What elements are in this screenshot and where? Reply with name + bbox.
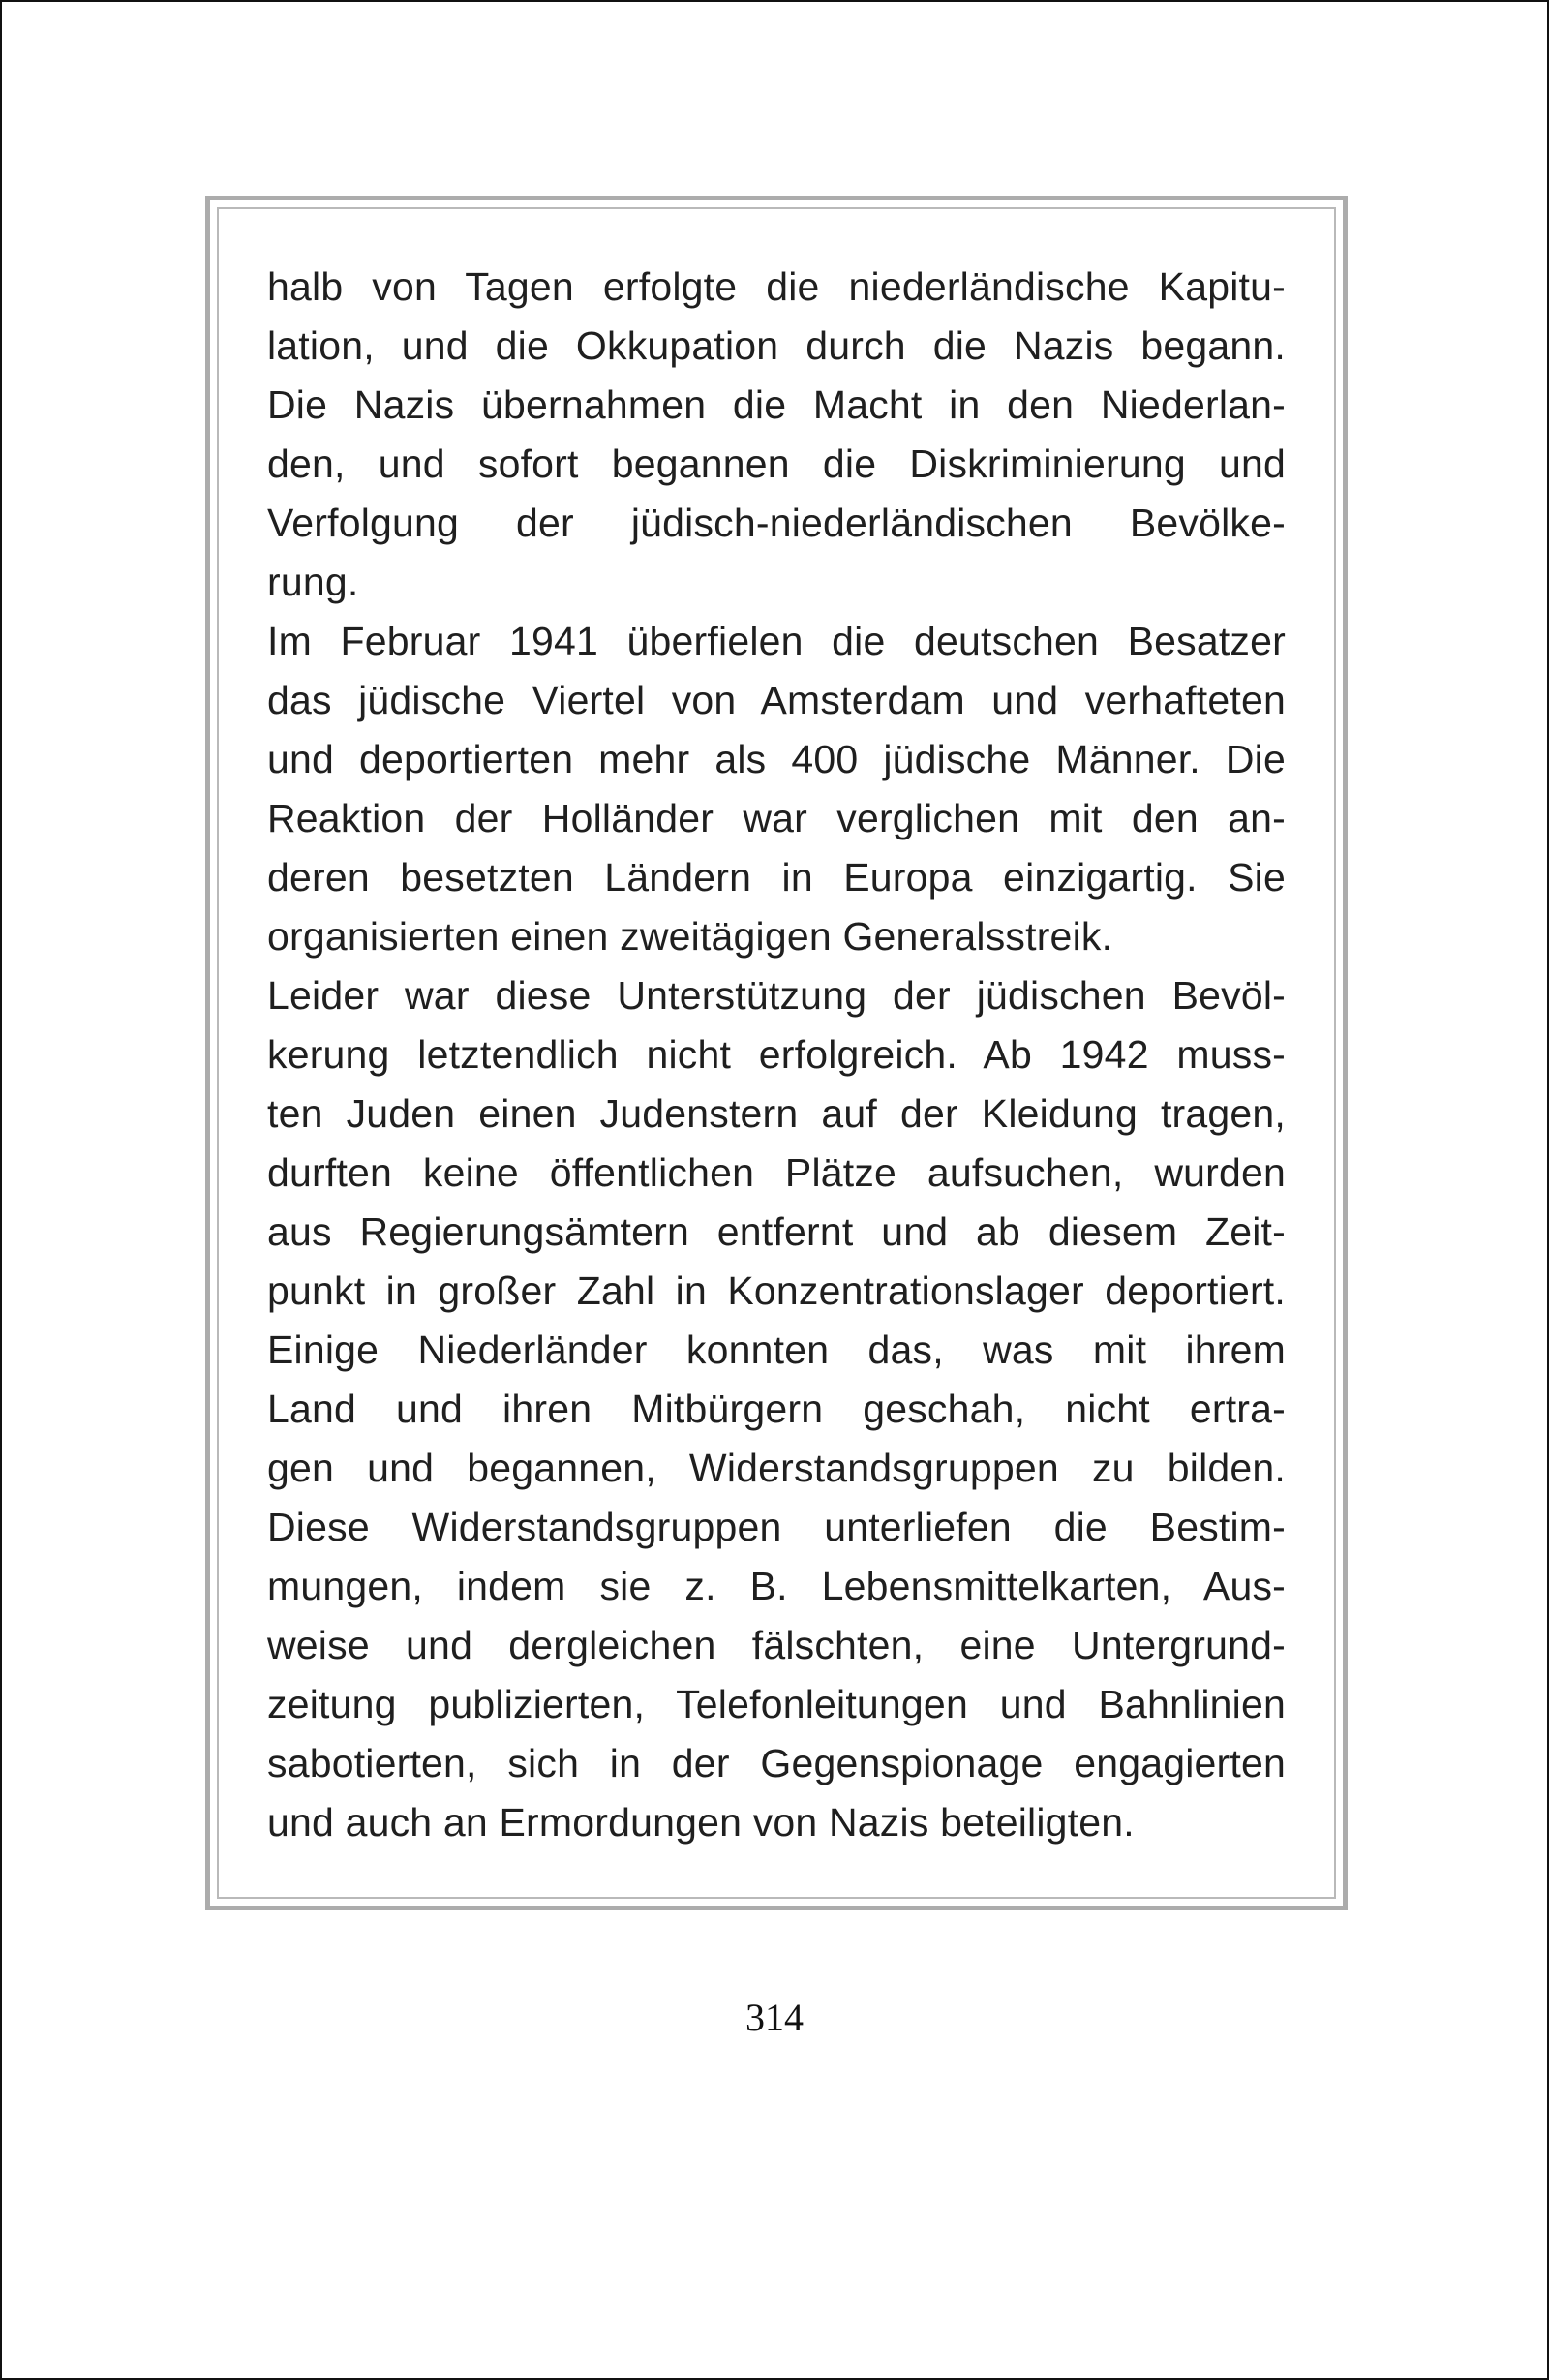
text-line: Die Nazis übernahmen die Macht in den Niederlan- (267, 382, 1286, 427)
page-frame-inner (217, 207, 1336, 1899)
text-line: mungen, indem sie z. B. Lebensmittelkarten, Aus- (267, 1564, 1286, 1608)
text-line: deren besetzten Ländern in Europa einzigartig. Sie (267, 855, 1286, 900)
text-line: zeitung publizierten, Telefonleitungen und Bahnlinien (267, 1682, 1286, 1726)
text-line: organisierten einen zweitägigen Generalsstreik. (267, 914, 1113, 959)
text-line: ten Juden einen Judenstern auf der Kleidung tragen, (267, 1091, 1286, 1136)
text-line: Leider war diese Unterstützung der jüdischen Bevöl- (267, 973, 1286, 1018)
text-line: weise und dergleichen fälschten, eine Untergrund- (267, 1623, 1286, 1667)
text-line: Reaktion der Holländer war verglichen mit den an- (267, 796, 1286, 840)
paragraph (267, 258, 1286, 612)
text-line: Land und ihren Mitbürgern geschah, nicht ertra- (267, 1387, 1286, 1431)
text-line: sabotierten, sich in der Gegenspionage engagierten (267, 1741, 1286, 1785)
text-line: rung. (267, 560, 359, 604)
page-frame (205, 196, 1348, 1910)
text-line: halb von Tagen erfolgte die niederländische Kapitu- (267, 264, 1286, 309)
text-line: punkt in großer Zahl in Konzentrationslager deportiert. (267, 1268, 1286, 1313)
body-text (267, 258, 1286, 1852)
text-line: durften keine öffentlichen Plätze aufsuchen, wurden (267, 1150, 1286, 1195)
text-line: gen und begannen, Widerstandsgruppen zu bilden. (267, 1446, 1286, 1490)
text-line: Im Februar 1941 überfielen die deutschen Besatzer (267, 619, 1286, 663)
text-line: Verfolgung der jüdisch-niederländischen Bevölke- (267, 501, 1286, 545)
text-line: aus Regierungsämtern entfernt und ab diesem Zeit- (267, 1209, 1286, 1254)
text-line: den, und sofort begannen die Diskriminierung und (267, 442, 1286, 486)
text-line: kerung letztendlich nicht erfolgreich. Ab 1942 muss- (267, 1032, 1286, 1077)
text-line: Diese Widerstandsgruppen unterliefen die Bestim- (267, 1505, 1286, 1549)
text-line: das jüdische Viertel von Amsterdam und verhafteten (267, 678, 1286, 722)
text-line: und deportierten mehr als 400 jüdische Männer. Die (267, 737, 1286, 781)
paragraph (267, 612, 1286, 966)
text-line: Einige Niederländer konnten das, was mit ihrem (267, 1327, 1286, 1372)
text-line: und auch an Ermordungen von Nazis beteiligten. (267, 1800, 1135, 1845)
text-line: lation, und die Okkupation durch die Nazis begann. (267, 323, 1286, 368)
page-number: 314 (745, 1996, 804, 2039)
paragraph (267, 966, 1286, 1852)
